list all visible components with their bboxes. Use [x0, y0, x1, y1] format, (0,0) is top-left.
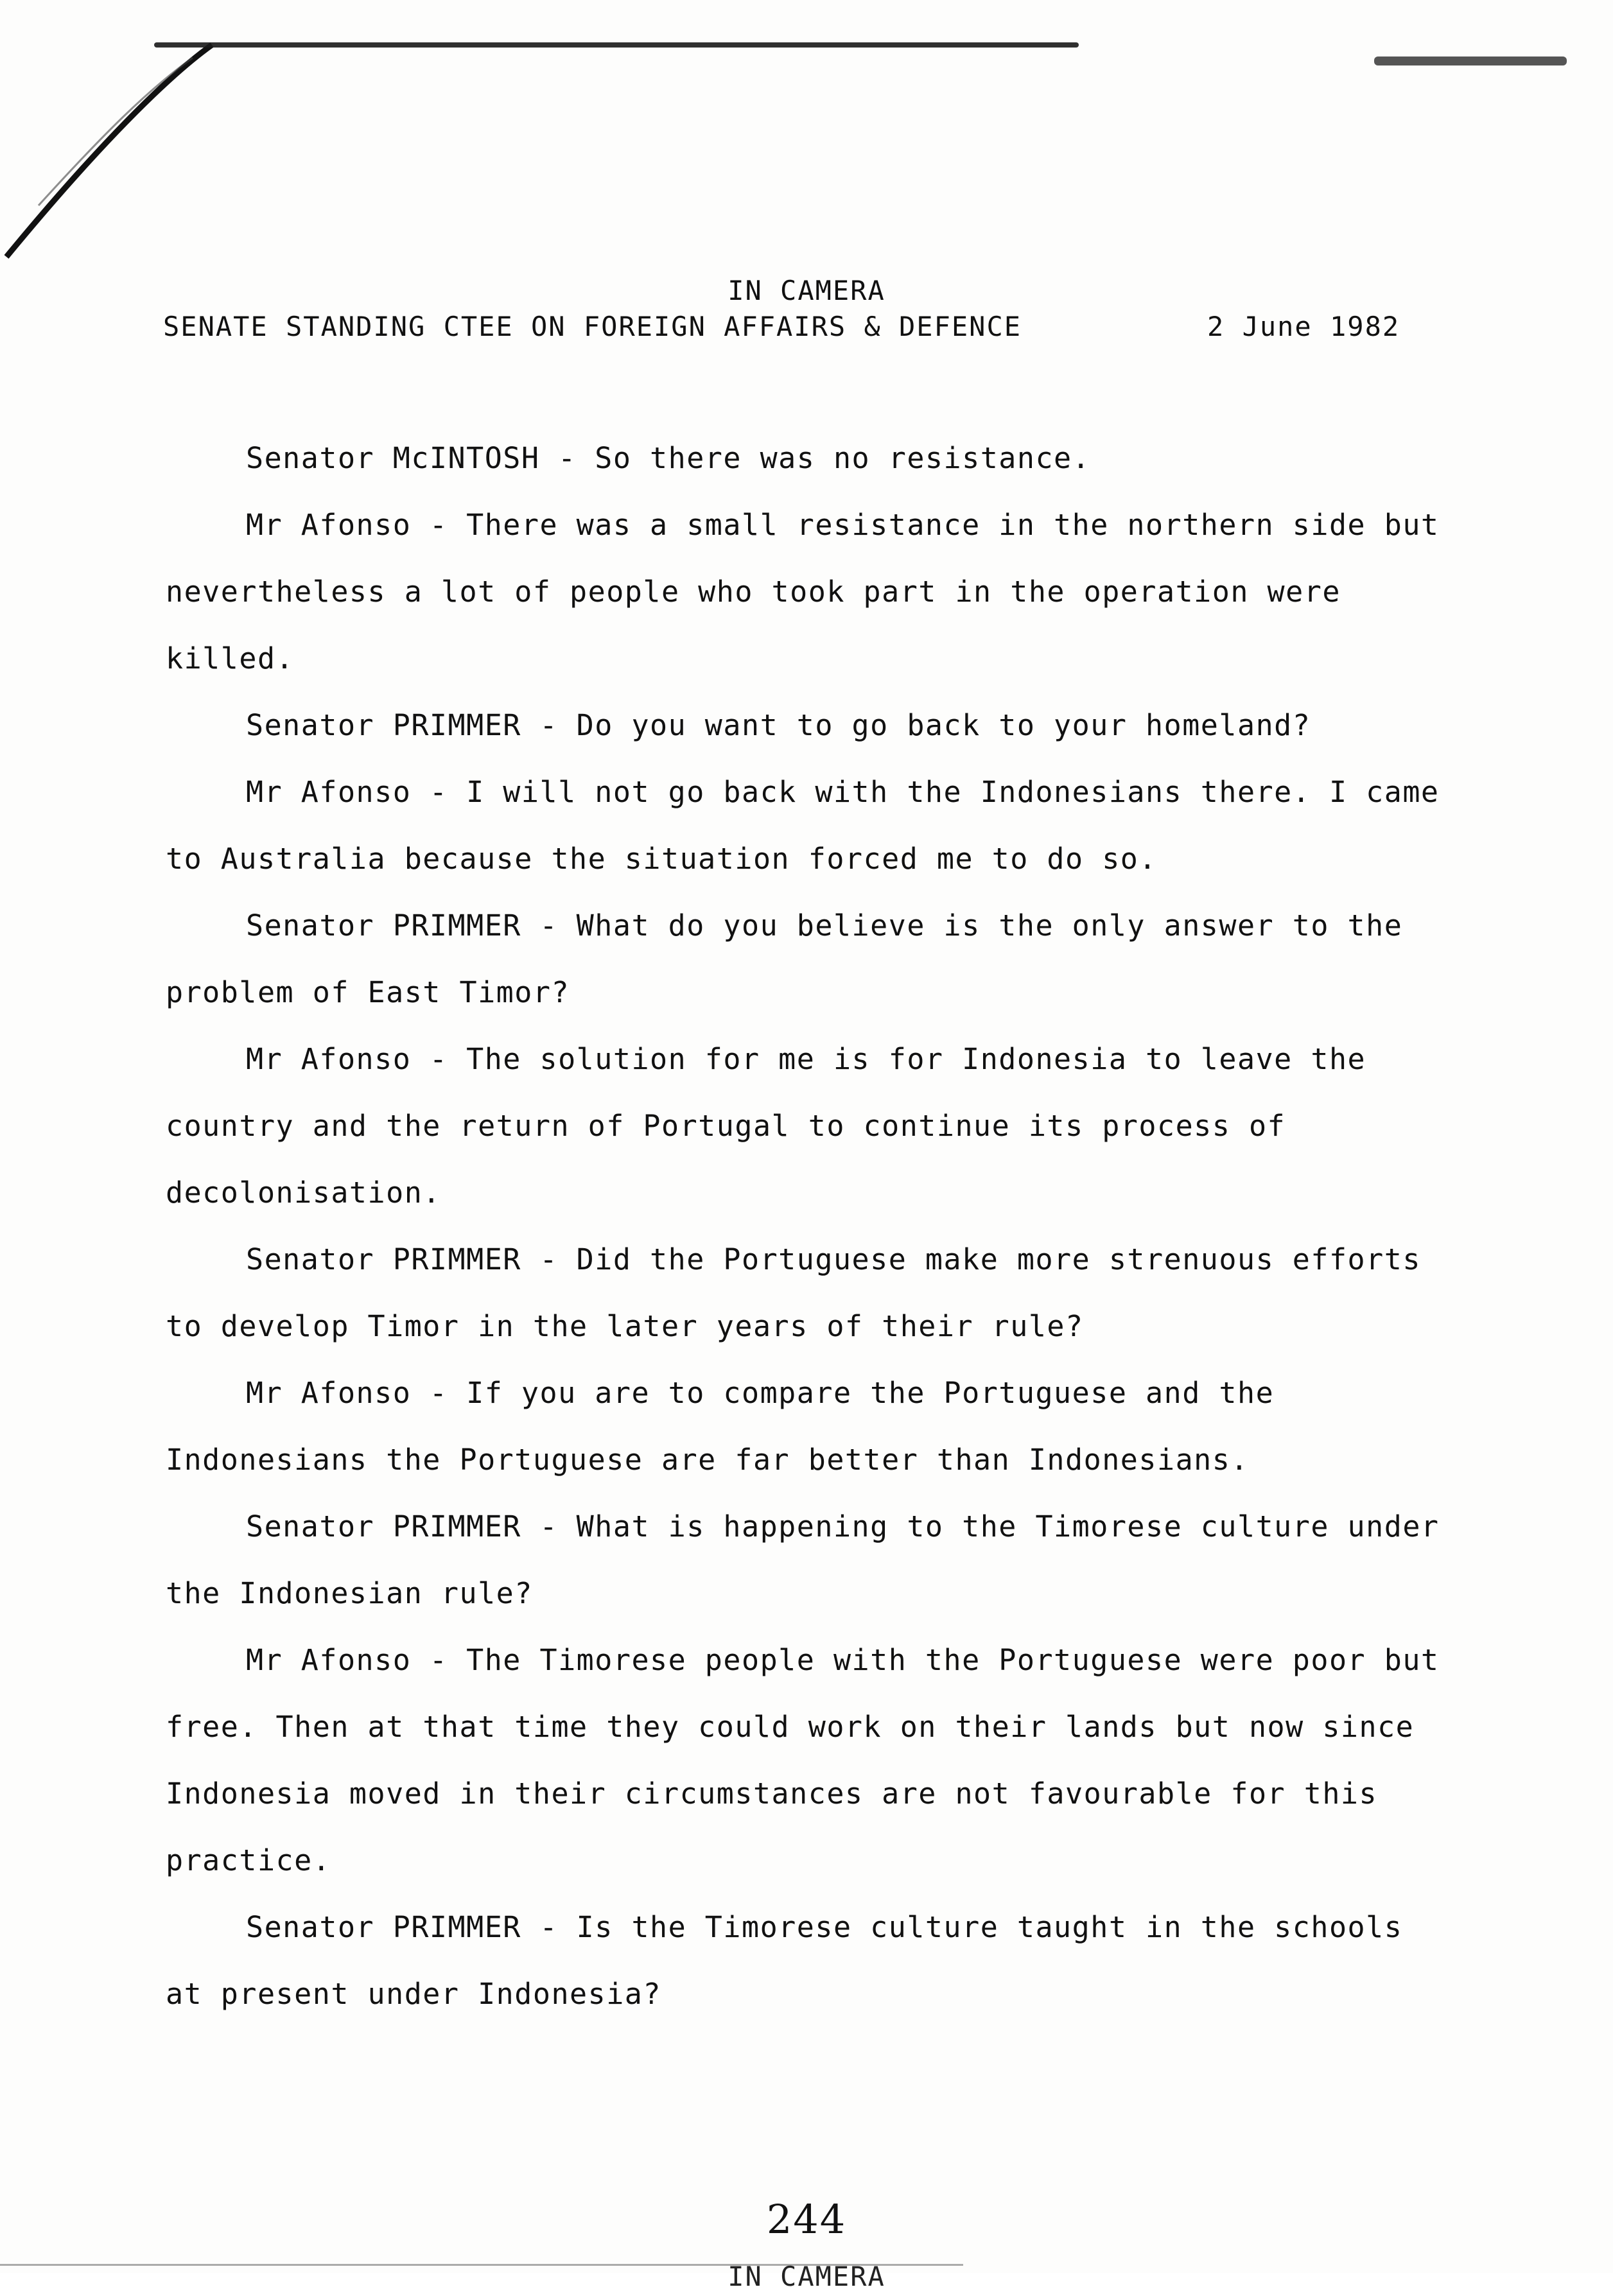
transcript-paragraph: Mr Afonso - The solution for me is for Indonesia to leave the country and the return of Portugal to continue its process of decolonisation.: [166, 1042, 1366, 1210]
transcript-paragraph: Senator McINTOSH - So there was no resistance.: [246, 441, 1091, 475]
transcript-paragraph: Senator PRIMMER - What is happening to the Timorese culture under the Indonesian rule?: [166, 1509, 1440, 1610]
transcript-paragraph: Senator PRIMMER - What do you believe is the only answer to the problem of East Timor?: [166, 909, 1403, 1009]
transcript-paragraph: Mr Afonso - There was a small resistance in the northern side but nevertheless a lot of people who took part in the operation were killed.: [166, 508, 1440, 675]
header-classification: IN CAMERA: [728, 275, 885, 306]
header-committee: SENATE STANDING CTEE ON FOREIGN AFFAIRS & DEFENCE: [163, 311, 1022, 342]
transcript-paragraph: Mr Afonso - If you are to compare the Portuguese and the Indonesians the Portuguese are far better than Indonesians.: [166, 1376, 1275, 1477]
scan-top-right-mark: [1374, 57, 1567, 65]
page-number: 244: [766, 2196, 847, 2243]
transcript-paragraph: Senator PRIMMER - Did the Portuguese make more strenuous efforts to develop Timor in the later years of their rule?: [166, 1242, 1421, 1343]
scan-top-edge-line: [154, 42, 1079, 48]
transcript-paragraph: Senator PRIMMER - Is the Timorese culture taught in the schools at present under Indonesia?: [166, 1910, 1403, 2011]
transcript-paragraph: Mr Afonso - I will not go back with the Indonesians there. I came to Australia because the situation forced me to do so.: [166, 775, 1440, 876]
header-date: 2 June 1982: [1207, 311, 1400, 342]
scan-corner-mark: [0, 39, 231, 270]
transcript-body: [166, 425, 1450, 2028]
footer-classification: IN CAMERA: [728, 2261, 885, 2292]
transcript-paragraph: Senator PRIMMER - Do you want to go back to your homeland?: [246, 708, 1311, 742]
transcript-paragraph: Mr Afonso - The Timorese people with the Portuguese were poor but free. Then at that time they could work on their lands but now since Indonesia moved in their circumstances are not favourable for this practice.: [166, 1643, 1440, 1877]
